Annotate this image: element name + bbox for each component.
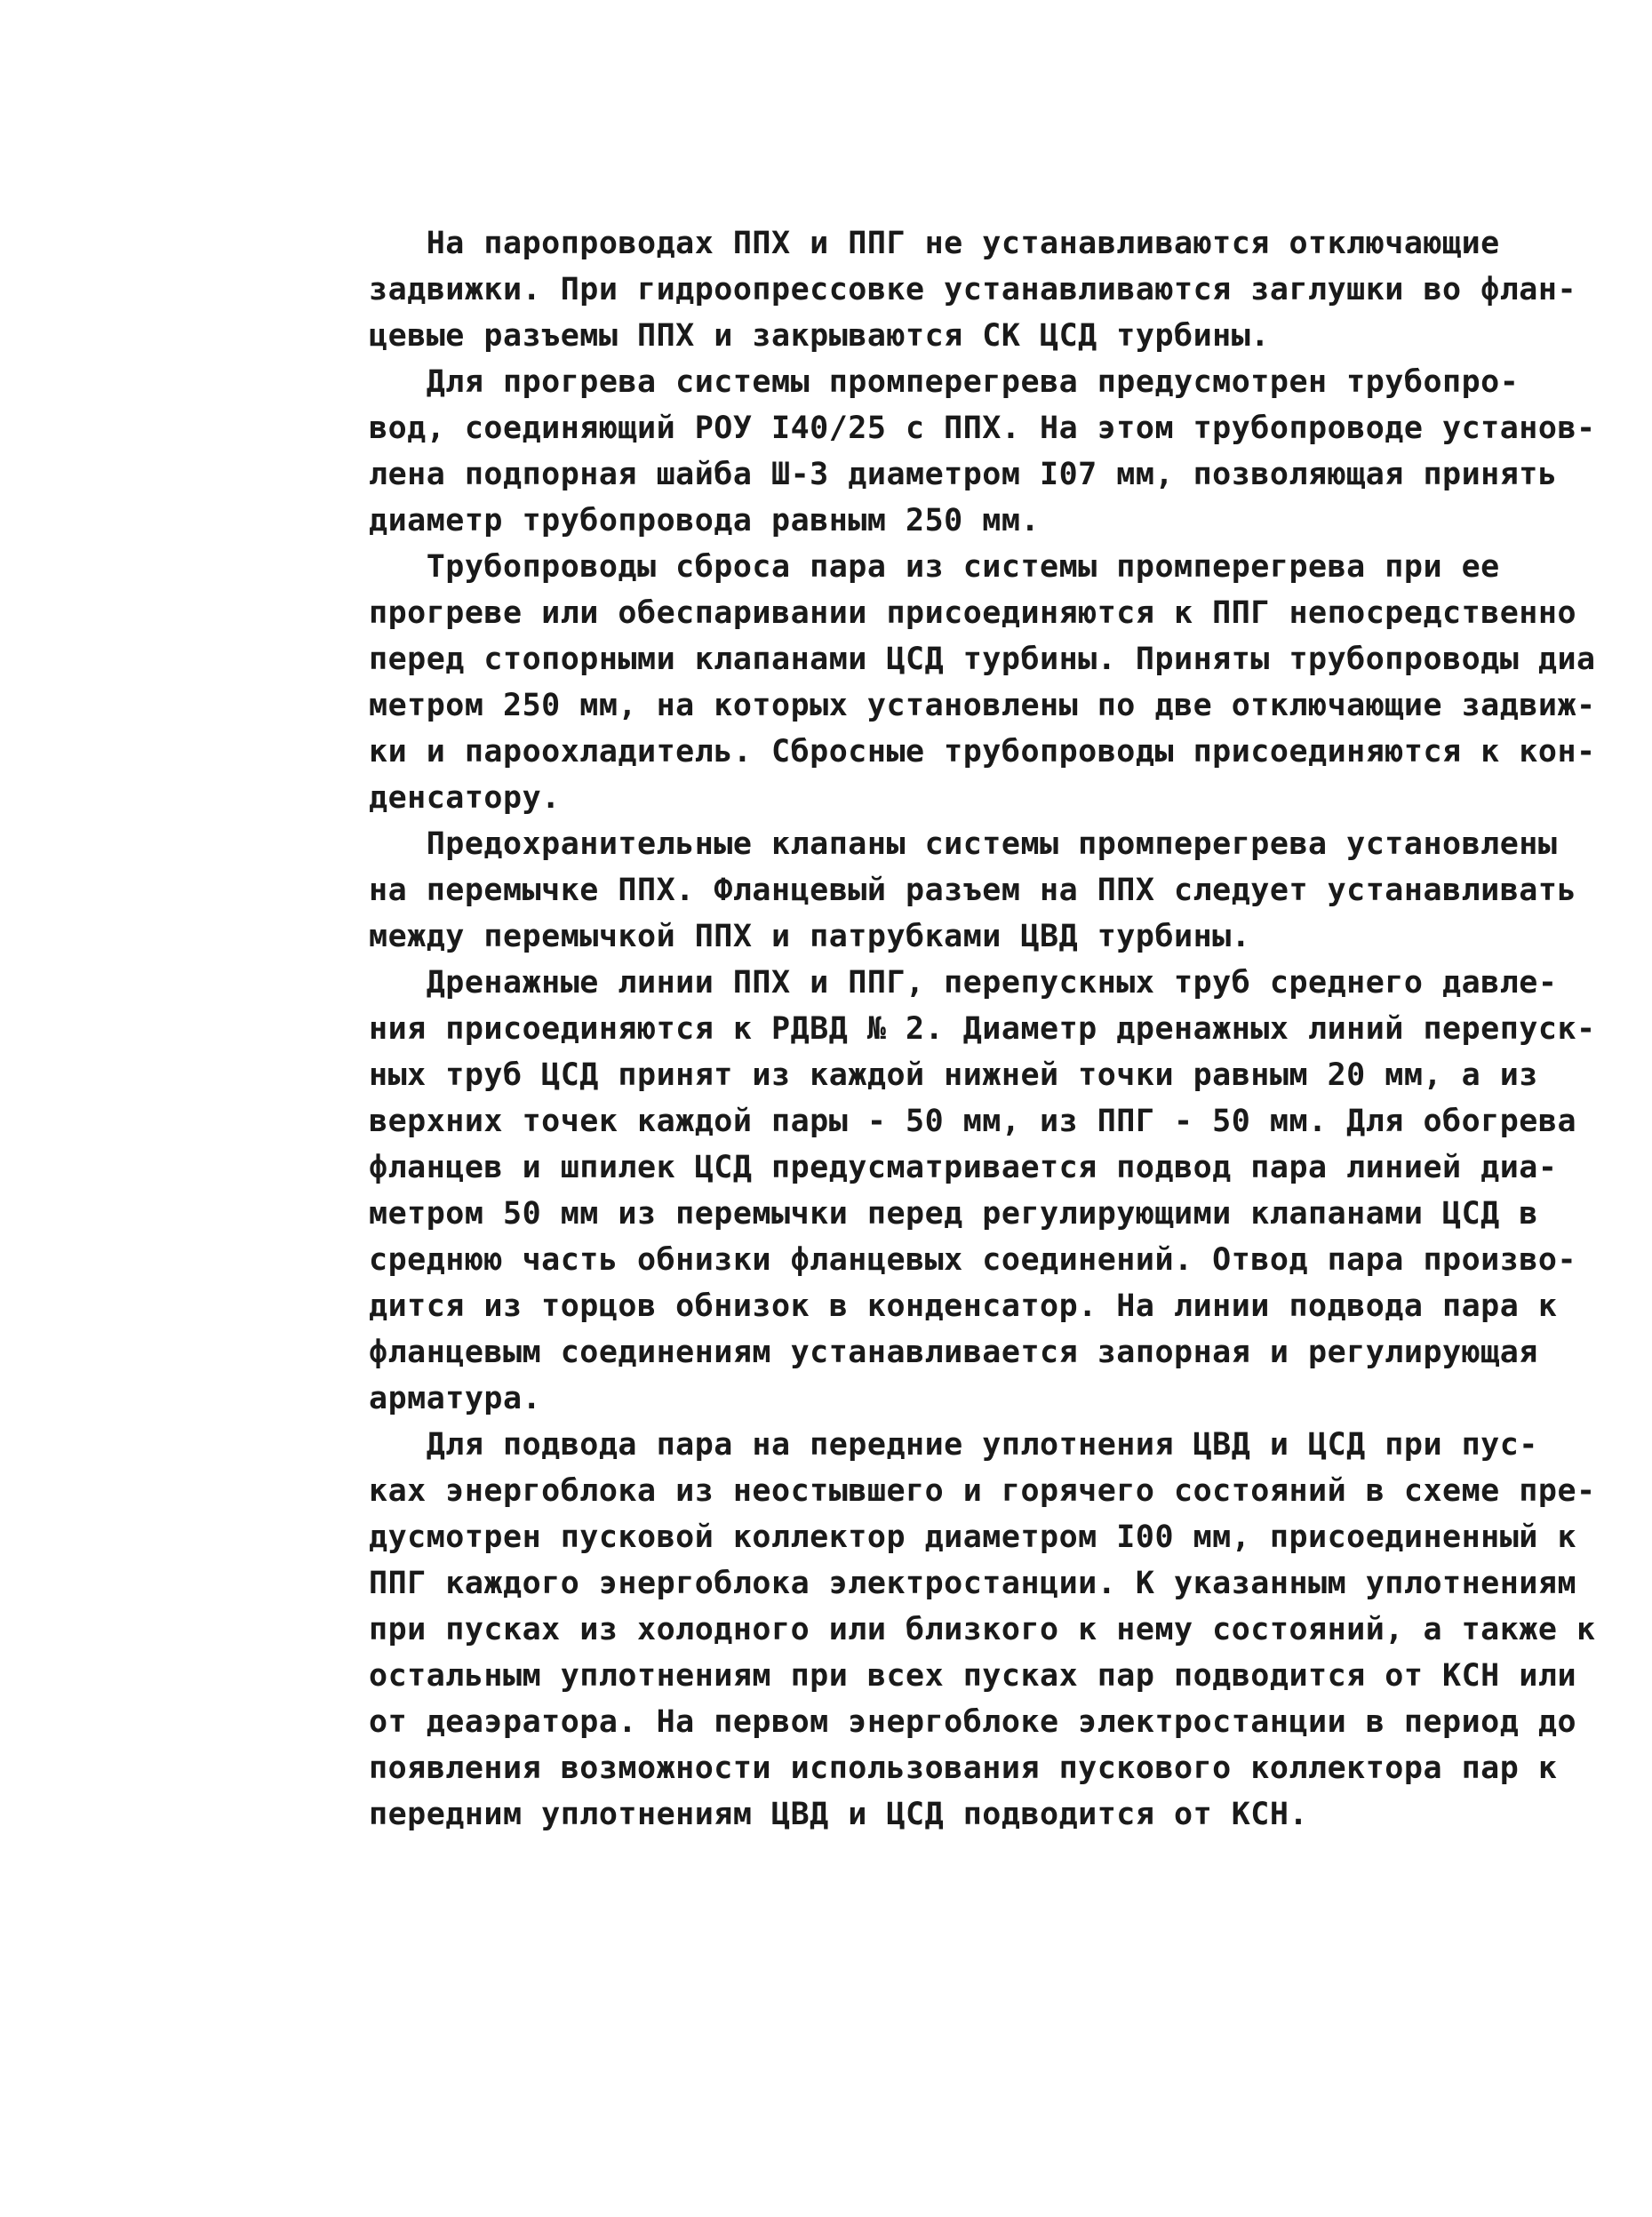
text-line: на перемычке ППХ. Фланцевый разъем на ППХ следует устанавливать	[369, 873, 1577, 908]
document-body	[369, 220, 1596, 1838]
text-line: остальным уплотнениям при всех пусках пар подводится от КСН или	[369, 1658, 1577, 1694]
text-line: при пусках из холодного или близкого к нему состояний, а также к	[369, 1612, 1596, 1647]
text-line: среднюю часть обнизки фланцевых соединений. Отвод пара произво-	[369, 1242, 1577, 1278]
text-line: между перемычкой ППХ и патрубками ЦВД турбины.	[369, 919, 1251, 954]
text-line: вод, соединяющий РОУ I40/25 с ППХ. На этом трубопроводе установ-	[369, 411, 1596, 446]
text-line: ных труб ЦСД принят из каждой нижней точки равным 20 мм, а из	[369, 1057, 1538, 1093]
text-line: прогреве или обеспаривании присоединяются к ППГ непосредственно	[369, 595, 1577, 631]
text-line: Дренажные линии ППХ и ППГ, перепускных труб среднего давле-	[369, 965, 1558, 1001]
text-line: дусмотрен пусковой коллектор диаметром I00 мм, присоединенный к	[369, 1519, 1577, 1555]
text-line: верхних точек каждой пары - 50 мм, из ППГ - 50 мм. Для обогрева	[369, 1104, 1577, 1139]
text-line: Для подвода пара на передние уплотнения ЦВД и ЦСД при пус-	[369, 1427, 1538, 1463]
text-line: от деаэратора. На первом энергоблоке электростанции в период до	[369, 1704, 1577, 1740]
text-line: Предохранительные клапаны системы промперегрева установлены	[369, 826, 1558, 862]
text-line: ках энергоблока из неостывшего и горячего состояний в схеме пре-	[369, 1473, 1596, 1509]
text-line: метром 50 мм из перемычки перед регулирующими клапанами ЦСД в	[369, 1196, 1538, 1232]
text-line: Трубопроводы сброса пара из системы промперегрева при ее	[369, 549, 1500, 585]
text-line: ППГ каждого энергоблока электростанции. К указанным уплотнениям	[369, 1566, 1577, 1601]
text-line: передним уплотнениям ЦВД и ЦСД подводится от КСН.	[369, 1797, 1309, 1832]
text-line: Для прогрева системы промперегрева предусмотрен трубопро-	[369, 364, 1520, 400]
text-line: перед стопорными клапанами ЦСД турбины. Приняты трубопроводы диа	[369, 642, 1596, 677]
text-line: денсатору.	[369, 780, 561, 816]
text-line: лена подпорная шайба Ш-3 диаметром I07 мм, позволяющая принять	[369, 457, 1558, 492]
text-line: диаметр трубопровода равным 250 мм.	[369, 503, 1041, 538]
text-line: На паропроводах ППХ и ППГ не устанавливаются отключающие	[369, 226, 1500, 261]
text-line: дится из торцов обнизок в конденсатор. На линии подвода пара к	[369, 1288, 1558, 1324]
text-line: метром 250 мм, на которых установлены по две отключающие задвиж-	[369, 688, 1596, 723]
text-line: цевые разъемы ППХ и закрываются СК ЦСД турбины.	[369, 318, 1270, 354]
text-line: фланцевым соединениям устанавливается запорная и регулирующая	[369, 1335, 1538, 1370]
text-line: ния присоединяются к РДВД № 2. Диаметр дренажных линий перепуск-	[369, 1011, 1596, 1047]
text-line: ки и пароохладитель. Сбросные трубопроводы присоединяются к кон-	[369, 734, 1596, 770]
text-line: появления возможности использования пускового коллектора пар к	[369, 1750, 1558, 1786]
text-line: арматура.	[369, 1381, 542, 1416]
text-line: фланцев и шпилек ЦСД предусматривается подвод пара линией диа-	[369, 1150, 1558, 1185]
text-line: задвижки. При гидроопрессовке устанавливаются заглушки во флан-	[369, 272, 1577, 307]
